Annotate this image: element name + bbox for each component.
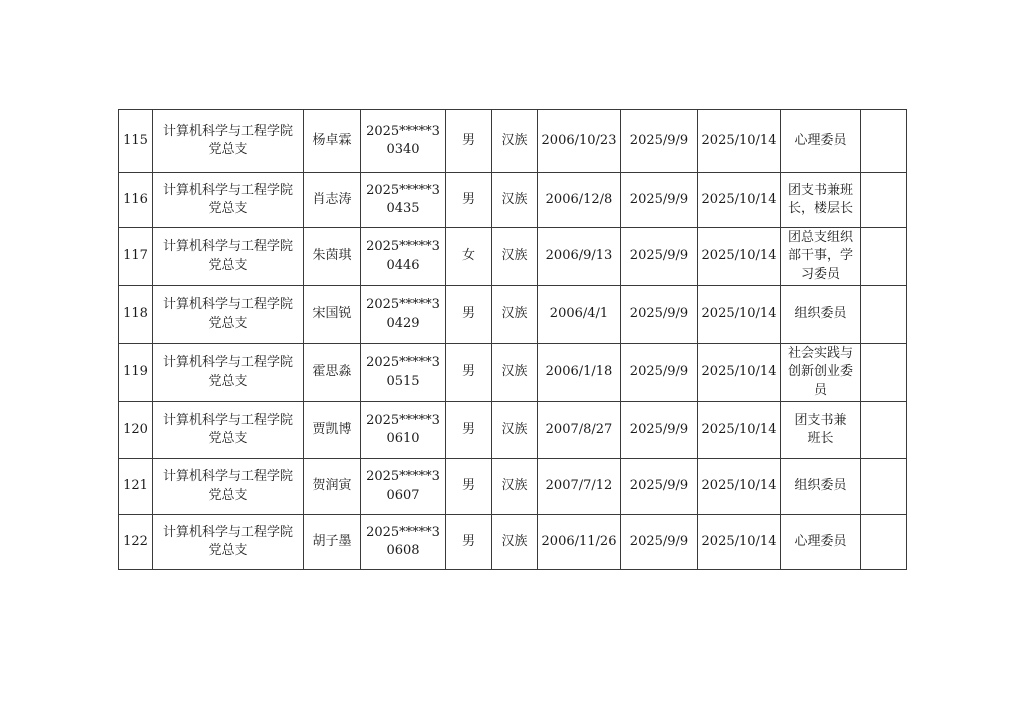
student-id-cell [361, 228, 446, 286]
cell-text: 党总支 [208, 431, 248, 446]
cell-text: 员 [813, 382, 827, 398]
student-id-cell [361, 344, 446, 402]
cell-text: 2006/11/26 [541, 533, 617, 549]
branch-cell [153, 515, 304, 570]
cell-text: 男 [461, 478, 475, 494]
cell-text: 女 [461, 248, 475, 264]
cell-text: 2025*****3 [366, 297, 440, 312]
cell-text: 男 [461, 191, 475, 207]
cell-text: 0340 [386, 142, 420, 157]
cell-text: 计算机科学与工程学院 [162, 123, 293, 139]
cell-text: 汉族 [501, 533, 528, 549]
student-id-cell [361, 173, 446, 228]
cell-text: 计算机科学与工程学院 [162, 297, 293, 312]
student-id-cell [361, 110, 446, 173]
cell-text: 贾凯博 [312, 421, 352, 437]
branch-cell [153, 459, 304, 515]
cell-text: 组织委员 [794, 306, 847, 322]
cell-text: 汉族 [501, 306, 528, 322]
birth-date-cell [538, 228, 621, 286]
remark-cell [861, 286, 907, 344]
date-cell-second [698, 286, 781, 344]
row-number-cell [119, 344, 153, 402]
branch-cell [153, 344, 304, 402]
cell-text: 2025/10/14 [701, 364, 777, 380]
student-id-cell [361, 402, 446, 459]
cell-text: 2025/9/9 [629, 533, 689, 549]
date-cell-second [698, 173, 781, 228]
cell-text: 2025/10/14 [701, 421, 777, 437]
gender-cell [446, 286, 492, 344]
remark-cell [861, 515, 907, 570]
cell-text: 2025/9/9 [629, 248, 689, 264]
cell-text: 男 [461, 421, 475, 437]
cell-text: 2025/10/14 [701, 533, 777, 549]
cell-text: 党总支 [208, 315, 248, 331]
cell-text: 119 [123, 364, 148, 380]
ethnicity-cell [492, 228, 538, 286]
cell-text: 2006/10/23 [541, 132, 617, 148]
table-row [119, 459, 907, 515]
ethnicity-cell [492, 344, 538, 402]
cell-text: 党总支 [208, 257, 248, 273]
cell-text: 2025/10/14 [701, 478, 777, 494]
row-number-cell [119, 286, 153, 344]
cell-text: 汉族 [501, 248, 528, 264]
name-cell [304, 228, 361, 286]
cell-text: 班长 [807, 431, 834, 446]
cell-text: 116 [123, 191, 148, 207]
cell-text: 2025/9/9 [629, 306, 689, 322]
date-cell-first [621, 173, 698, 228]
cell-text: 122 [123, 533, 148, 549]
date-cell-first [621, 110, 698, 173]
member-table [118, 109, 907, 570]
cell-text: 杨卓霖 [312, 132, 352, 148]
cell-text: 计算机科学与工程学院 [162, 239, 293, 254]
table-body [119, 110, 907, 570]
cell-text: 2025/10/14 [701, 191, 777, 207]
cell-text: 2025/9/9 [629, 421, 689, 437]
cell-text: 心理委员 [794, 533, 847, 549]
role-cell [781, 515, 861, 570]
cell-text: 2025/9/9 [629, 132, 689, 148]
cell-text: 0610 [386, 431, 420, 446]
cell-text: 0435 [386, 201, 420, 216]
birth-date-cell [538, 459, 621, 515]
student-id-cell [361, 459, 446, 515]
cell-text: 男 [461, 132, 475, 148]
role-cell [781, 228, 861, 286]
table-row [119, 286, 907, 344]
gender-cell [446, 459, 492, 515]
remark-cell [861, 228, 907, 286]
date-cell-first [621, 459, 698, 515]
gender-cell [446, 173, 492, 228]
cell-text: 0607 [386, 487, 420, 503]
cell-text: 计算机科学与工程学院 [162, 469, 293, 484]
table-row [119, 344, 907, 402]
table-row [119, 173, 907, 228]
birth-date-cell [538, 344, 621, 402]
cell-text: 2025/9/9 [629, 478, 689, 494]
birth-date-cell [538, 402, 621, 459]
role-cell [781, 110, 861, 173]
cell-text: 0446 [386, 257, 420, 273]
cell-text: 团支书兼班 [787, 182, 853, 198]
cell-text: 男 [461, 364, 475, 380]
cell-text: 115 [123, 132, 148, 148]
row-number-cell [119, 459, 153, 515]
birth-date-cell [538, 515, 621, 570]
cell-text: 2025*****3 [366, 239, 440, 254]
branch-cell [153, 286, 304, 344]
ethnicity-cell [492, 459, 538, 515]
branch-cell [153, 110, 304, 173]
branch-cell [153, 228, 304, 286]
cell-text: 计算机科学与工程学院 [162, 355, 293, 370]
table-row [119, 228, 907, 286]
cell-text: 创新创业委 [787, 364, 853, 380]
cell-text: 男 [461, 306, 475, 322]
date-cell-second [698, 402, 781, 459]
cell-text: 计算机科学与工程学院 [162, 182, 293, 198]
row-number-cell [119, 110, 153, 173]
cell-text: 党总支 [208, 487, 248, 503]
remark-cell [861, 459, 907, 515]
row-number-cell [119, 515, 153, 570]
cell-text: 0515 [386, 373, 420, 389]
birth-date-cell [538, 286, 621, 344]
cell-text: 0429 [386, 315, 420, 331]
branch-cell [153, 173, 304, 228]
cell-text: 汉族 [501, 191, 528, 207]
cell-text: 汉族 [501, 478, 528, 494]
date-cell-first [621, 515, 698, 570]
table-row [119, 402, 907, 459]
cell-text: 2006/9/13 [545, 248, 613, 264]
name-cell [304, 459, 361, 515]
row-number-cell [119, 402, 153, 459]
cell-text: 117 [123, 248, 148, 264]
cell-text: 2025*****3 [366, 524, 440, 540]
cell-text: 2025*****3 [366, 123, 440, 139]
cell-text: 党总支 [208, 373, 248, 389]
cell-text: 宋国锐 [312, 306, 352, 322]
date-cell-first [621, 228, 698, 286]
cell-text: 计算机科学与工程学院 [162, 524, 293, 540]
cell-text: 胡子墨 [312, 533, 352, 549]
date-cell-second [698, 344, 781, 402]
row-number-cell [119, 228, 153, 286]
cell-text: 长，楼层长 [787, 201, 853, 216]
date-cell-second [698, 228, 781, 286]
cell-text: 2007/7/12 [545, 478, 613, 494]
gender-cell [446, 228, 492, 286]
cell-text: 118 [123, 306, 148, 322]
cell-text: 心理委员 [794, 132, 847, 148]
cell-text: 2025*****3 [366, 469, 440, 484]
name-cell [304, 110, 361, 173]
gender-cell [446, 402, 492, 459]
remark-cell [861, 173, 907, 228]
cell-text: 2006/1/18 [545, 364, 613, 380]
cell-text: 团总支组织 [787, 229, 853, 245]
cell-text: 组织委员 [794, 478, 847, 494]
cell-text: 2025/10/14 [701, 132, 777, 148]
cell-text: 贺润寅 [312, 478, 352, 494]
cell-text: 汉族 [501, 132, 528, 148]
ethnicity-cell [492, 515, 538, 570]
cell-text: 习委员 [800, 266, 840, 282]
cell-text: 0608 [386, 543, 420, 558]
cell-text: 社会实践与 [787, 345, 853, 361]
cell-text: 2025/10/14 [701, 306, 777, 322]
date-cell-second [698, 110, 781, 173]
role-cell [781, 344, 861, 402]
cell-text: 肖志涛 [312, 191, 352, 207]
remark-cell [861, 110, 907, 173]
date-cell-first [621, 286, 698, 344]
date-cell-second [698, 459, 781, 515]
cell-text: 2025*****3 [366, 412, 440, 428]
cell-text: 2025*****3 [366, 355, 440, 370]
table-row [119, 110, 907, 173]
student-id-cell [361, 515, 446, 570]
ethnicity-cell [492, 110, 538, 173]
name-cell [304, 402, 361, 459]
role-cell [781, 459, 861, 515]
cell-text: 党总支 [208, 142, 248, 157]
branch-cell [153, 402, 304, 459]
cell-text: 2025/10/14 [701, 248, 777, 264]
cell-text: 121 [123, 478, 148, 494]
cell-text: 霍思淼 [312, 364, 352, 380]
remark-cell [861, 402, 907, 459]
name-cell [304, 286, 361, 344]
name-cell [304, 344, 361, 402]
ethnicity-cell [492, 286, 538, 344]
cell-text: 2025/9/9 [629, 191, 689, 207]
cell-text: 2006/4/1 [549, 306, 609, 322]
name-cell [304, 173, 361, 228]
cell-text: 计算机科学与工程学院 [162, 412, 293, 428]
gender-cell [446, 344, 492, 402]
cell-text: 朱茵琪 [312, 248, 352, 264]
student-id-cell [361, 286, 446, 344]
cell-text: 2006/12/8 [545, 191, 613, 207]
gender-cell [446, 110, 492, 173]
table-row [119, 515, 907, 570]
name-cell [304, 515, 361, 570]
date-cell-second [698, 515, 781, 570]
ethnicity-cell [492, 402, 538, 459]
cell-text: 2007/8/27 [545, 421, 613, 437]
cell-text: 团支书兼 [794, 412, 847, 428]
ethnicity-cell [492, 173, 538, 228]
cell-text: 汉族 [501, 364, 528, 380]
role-cell [781, 173, 861, 228]
cell-text: 汉族 [501, 421, 528, 437]
cell-text: 部干事，学 [787, 248, 853, 264]
cell-text: 党总支 [208, 201, 248, 216]
cell-text: 2025/9/9 [629, 364, 689, 380]
birth-date-cell [538, 173, 621, 228]
cell-text: 120 [123, 421, 148, 437]
row-number-cell [119, 173, 153, 228]
role-cell [781, 402, 861, 459]
cell-text: 党总支 [208, 543, 248, 558]
birth-date-cell [538, 110, 621, 173]
gender-cell [446, 515, 492, 570]
cell-text: 男 [461, 533, 475, 549]
cell-text: 2025*****3 [366, 182, 440, 198]
role-cell [781, 286, 861, 344]
date-cell-first [621, 402, 698, 459]
date-cell-first [621, 344, 698, 402]
remark-cell [861, 344, 907, 402]
